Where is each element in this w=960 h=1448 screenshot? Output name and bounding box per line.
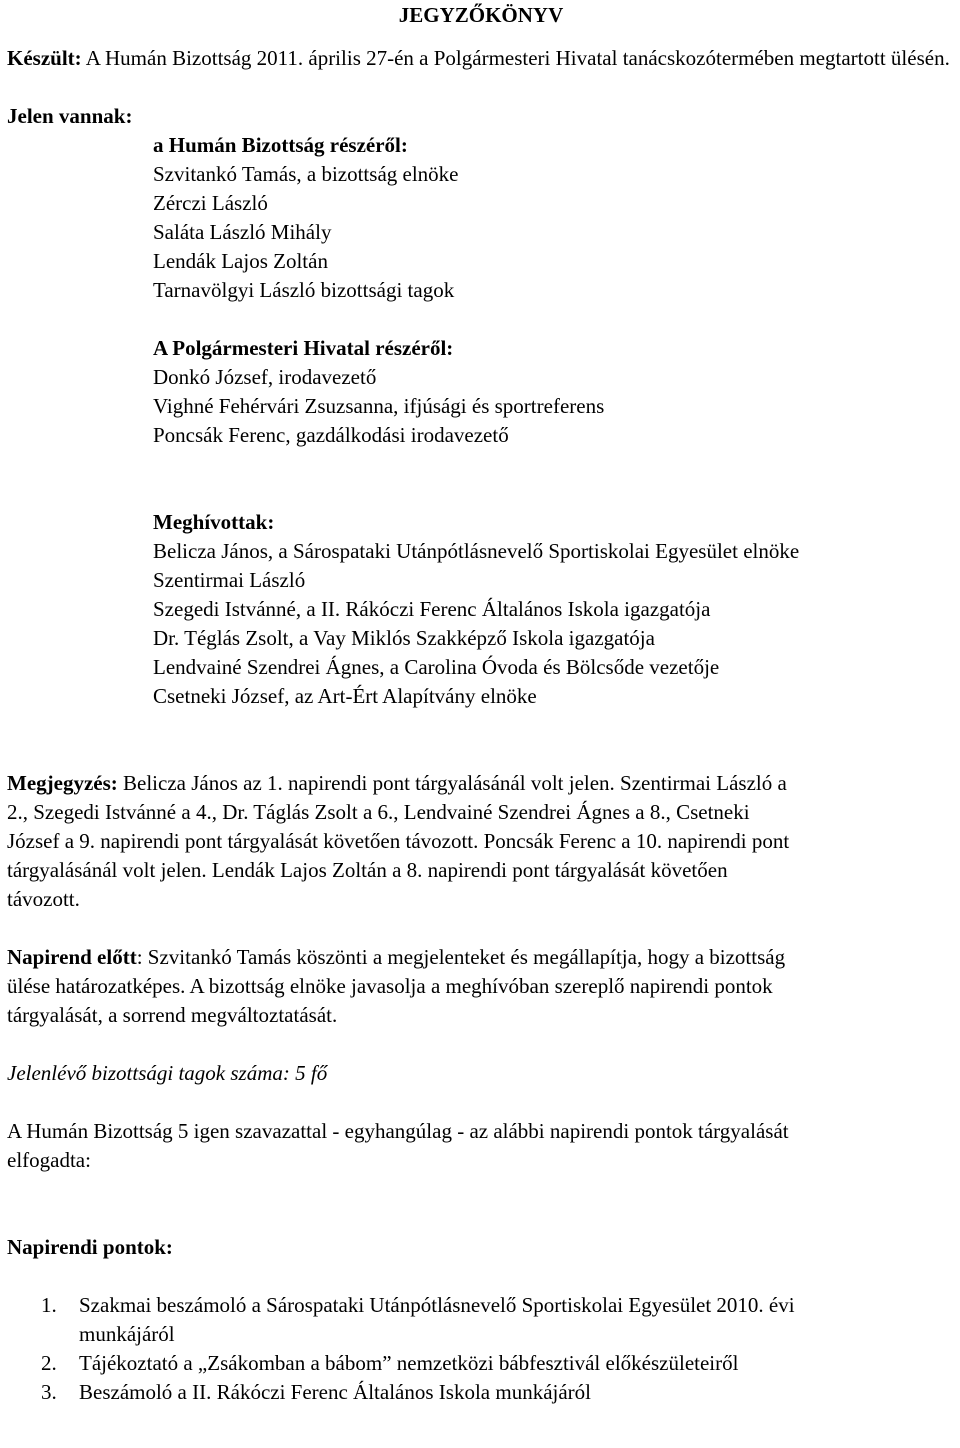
before-agenda-paragraph xyxy=(7,943,955,1030)
committee-member: Saláta László Mihály xyxy=(153,220,332,244)
note-line: tárgyalásánál volt jelen. Lendák Lajos Zoltán a 8. napirendi pont tárgyalását követően xyxy=(7,858,728,882)
invited-member: Szegedi Istvánné, a II. Rákóczi Ferenc Általános Iskola igazgatója xyxy=(153,597,711,621)
document-title: JEGYZŐKÖNYV xyxy=(398,3,564,27)
office-member: Donkó József, irodavezető xyxy=(153,365,377,389)
agenda-item: 2. Tájékoztató a „Zsákomban a bábom” nemzetközi bábfesztivál előkészületeiről xyxy=(7,1349,955,1378)
before-agenda-line: Napirend előtt: Szvitankó Tamás köszönti a megjelenteket és megállapítja, hogy a bizottság xyxy=(7,945,786,969)
agenda-item-number: 1. xyxy=(41,1293,57,1317)
agenda-list xyxy=(7,1291,955,1407)
note-line: távozott. xyxy=(7,887,80,911)
intro-label: Készült: xyxy=(7,46,82,70)
invited-member: Szentirmai László xyxy=(153,568,306,592)
vote-line: A Humán Bizottság 5 igen szavazattal - egyhangúlag - az alábbi napirendi pontok tárgyalását xyxy=(7,1119,789,1143)
present-label: Jelen vannak: xyxy=(7,104,133,128)
invited-member: Dr. Téglás Zsolt, a Vay Miklós Szakképző Iskola igazgatója xyxy=(153,626,655,650)
agenda-item: 3. Beszámoló a II. Rákóczi Ferenc Általános Iskola munkájáról xyxy=(7,1378,955,1407)
committee-heading: a Humán Bizottság részéről: xyxy=(153,133,408,157)
agenda-item-number: 3. xyxy=(41,1380,57,1404)
agenda-item: 1. Szakmai beszámoló a Sárospataki Utánpótlásnevelő Sportiskolai Egyesület 2010. évi munkájáról xyxy=(41,1293,795,1346)
intro-paragraph xyxy=(7,30,955,73)
note-line: József a 9. napirendi pont tárgyalását követően távozott. Poncsák Ferenc a 10. napirendi pont xyxy=(7,829,790,853)
committee-member: Tarnavölgyi László bizottsági tagok xyxy=(153,278,455,302)
invited-member: Belicza János, a Sárospataki Utánpótlásnevelő Sportiskolai Egyesület elnöke xyxy=(153,539,800,563)
committee-member: Lendák Lajos Zoltán xyxy=(153,249,328,273)
invited-heading: Meghívottak: xyxy=(153,510,275,534)
invited-member: Lendvainé Szendrei Ágnes, a Carolina Óvoda és Bölcsőde vezetője xyxy=(153,655,720,679)
committee-section xyxy=(7,131,955,711)
before-agenda-label: Napirend előtt xyxy=(7,945,137,969)
before-agenda-line: tárgyalását, a sorrend megváltoztatását. xyxy=(7,1003,338,1027)
agenda-heading: Napirendi pontok: xyxy=(7,1235,173,1259)
note-label: Megjegyzés: xyxy=(7,771,118,795)
before-agenda-line: ülése határozatképes. A bizottság elnöke javasolja a meghívóban szereplő napirendi pontok xyxy=(7,974,773,998)
note-paragraph xyxy=(7,769,955,914)
attendance-line: Jelenlévő bizottsági tagok száma: 5 fő xyxy=(7,1061,328,1085)
committee-member: Zérczi László xyxy=(153,191,268,215)
note-line: 2., Szegedi Istvánné a 4., Dr. Táglás Zsolt a 6., Lendvainé Szendrei Ágnes a 8., Csetneki xyxy=(7,800,750,824)
invited-member: Csetneki József, az Art-Ért Alapítvány elnöke xyxy=(153,684,537,708)
agenda-item-number: 2. xyxy=(41,1351,57,1375)
note-line: Megjegyzés: Belicza János az 1. napirendi pont tárgyalásánál volt jelen. Szentirmai László a xyxy=(7,771,787,795)
committee-member: Szvitankó Tamás, a bizottság elnöke xyxy=(153,162,459,186)
office-member: Vighné Fehérvári Zsuzsanna, ifjúsági és sportreferens xyxy=(153,394,605,418)
intro-text: A Humán Bizottság 2011. április 27-én a Polgármesteri Hivatal tanácskozótermében megtartott ülésén. xyxy=(81,46,950,70)
office-heading: A Polgármesteri Hivatal részéről: xyxy=(153,336,454,360)
office-member: Poncsák Ferenc, gazdálkodási irodavezető xyxy=(153,423,509,447)
vote-line: elfogadta: xyxy=(7,1148,91,1172)
document-page xyxy=(7,0,955,1407)
vote-paragraph xyxy=(7,1117,955,1175)
